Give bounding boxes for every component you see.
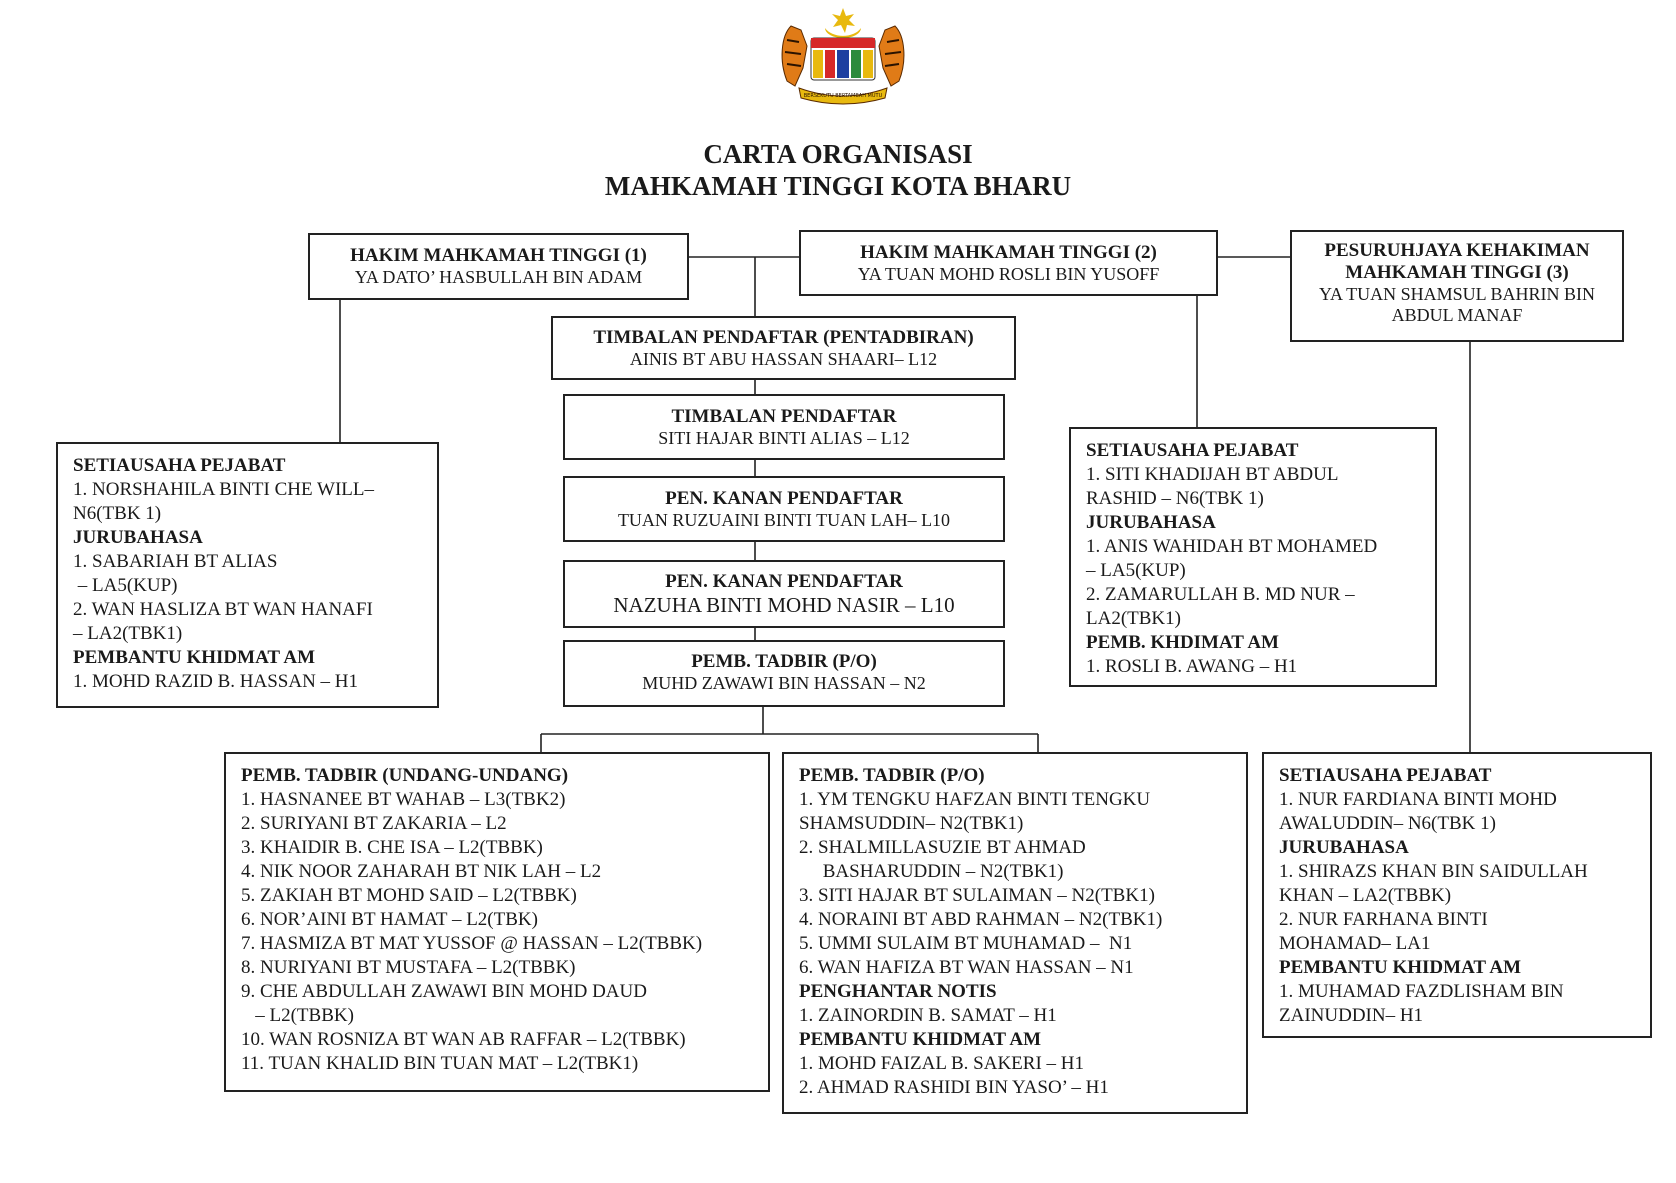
admin-legal-box (224, 752, 770, 1092)
list-item: BASHARUDDIN – N2(TBK1) (799, 861, 1064, 882)
section-heading: PEMBANTU KHIDMAT AM (73, 647, 316, 668)
list-item: 9. CHE ABDULLAH ZAWAWI BIN MOHD DAUD (241, 981, 647, 1002)
judge2-name: YA TUAN MOHD ROSLI BIN YUSOFF (857, 264, 1160, 284)
list-item: SHAMSUDDIN– N2(TBK1) (799, 813, 1024, 834)
list-item: 2. ZAMARULLAH B. MD NUR – (1086, 584, 1355, 605)
chain-box-2 (563, 394, 1005, 460)
list-item: MOHAMAD– LA1 (1279, 933, 1431, 954)
list-item: N6(TBK 1) (73, 503, 162, 524)
list-item: KHAN – LA2(TBBK) (1279, 885, 1452, 906)
list-item: 8. NURIYANI BT MUSTAFA – L2(TBBK) (241, 957, 576, 978)
list-item: 2. AHMAD RASHIDI BIN YASO’ – H1 (799, 1077, 1109, 1098)
list-item: 1. MUHAMAD FAZDLISHAM BIN (1279, 981, 1564, 1002)
chain-3-title: PEN. KANAN PENDAFTAR (665, 488, 903, 509)
chain-5-title: PEMB. TADBIR (P/O) (691, 651, 877, 672)
list-item: 1. MOHD FAIZAL B. SAKERI – H1 (799, 1053, 1084, 1074)
chart-title-line2: MAHKAMAH TINGGI KOTA BHARU (604, 171, 1072, 201)
section-heading: SETIAUSAHA PEJABAT (1086, 440, 1299, 461)
chain-4-name: NAZUHA BINTI MOHD NASIR – L10 (613, 593, 955, 617)
list-item: 2. WAN HASLIZA BT WAN HANAFI (73, 599, 373, 620)
staff-judge1-box (56, 442, 439, 708)
section-heading: PEMB. TADBIR (UNDANG-UNDANG) (241, 765, 569, 786)
commissioner-name-2: ABDUL MANAF (1391, 305, 1523, 325)
list-item: – L2(TBBK) (241, 1005, 354, 1026)
commissioner-name-1: YA TUAN SHAMSUL BAHRIN BIN (1318, 284, 1596, 304)
judge2-title: HAKIM MAHKAMAH TINGGI (2) (860, 242, 1157, 263)
list-item: – LA5(KUP) (1086, 560, 1186, 581)
list-item: LA2(TBK1) (1086, 608, 1181, 629)
chain-4-title: PEN. KANAN PENDAFTAR (665, 571, 903, 592)
section-heading: SETIAUSAHA PEJABAT (73, 455, 286, 476)
list-item: 1. NORSHAHILA BINTI CHE WILL– (73, 479, 374, 500)
judge1-name: YA DATO’ HASBULLAH BIN ADAM (354, 267, 643, 287)
list-item: 1. MOHD RAZID B. HASSAN – H1 (73, 671, 359, 692)
list-item: 3. SITI HAJAR BT SULAIMAN – N2(TBK1) (799, 885, 1155, 906)
list-item: 5. UMMI SULAIM BT MUHAMAD – N1 (799, 933, 1133, 954)
list-item: 1. ZAINORDIN B. SAMAT – H1 (799, 1005, 1057, 1026)
chain-box-3 (563, 476, 1005, 542)
section-heading: JURUBAHASA (1279, 837, 1409, 858)
chain-2-name: SITI HAJAR BINTI ALIAS – L12 (658, 428, 910, 448)
admin-po-box (782, 752, 1248, 1114)
list-item: 6. WAN HAFIZA BT WAN HASSAN – N1 (799, 957, 1134, 978)
list-item: 4. NIK NOOR ZAHARAH BT NIK LAH – L2 (241, 861, 602, 882)
list-item: 1. SHIRAZS KHAN BIN SAIDULLAH (1279, 861, 1588, 882)
chain-2-title: TIMBALAN PENDAFTAR (671, 406, 897, 427)
section-heading: JURUBAHASA (1086, 512, 1216, 533)
list-item: 5. ZAKIAH BT MOHD SAID – L2(TBBK) (241, 885, 577, 906)
list-item: 4. NORAINI BT ABD RAHMAN – N2(TBK1) (799, 909, 1163, 930)
judge1-title: HAKIM MAHKAMAH TINGGI (1) (350, 245, 647, 266)
chain-box-5 (563, 640, 1005, 707)
list-item: 3. KHAIDIR B. CHE ISA – L2(TBBK) (241, 837, 543, 858)
list-item: 1. NUR FARDIANA BINTI MOHD (1279, 789, 1557, 810)
list-item: AWALUDDIN– N6(TBK 1) (1279, 813, 1496, 834)
section-heading: JURUBAHASA (73, 527, 203, 548)
section-heading: PEMBANTU KHIDMAT AM (1279, 957, 1522, 978)
list-item: 7. HASMIZA BT MAT YUSSOF @ HASSAN – L2(TBBK) (241, 933, 703, 954)
staff-judge2-box (1069, 427, 1437, 687)
section-heading: PEMBANTU KHIDMAT AM (799, 1029, 1042, 1050)
list-item: RASHID – N6(TBK 1) (1086, 488, 1264, 509)
list-item: 2. NUR FARHANA BINTI (1279, 909, 1488, 930)
section-heading: PENGHANTAR NOTIS (799, 981, 997, 1002)
list-item: 1. YM TENGKU HAFZAN BINTI TENGKU (799, 789, 1151, 810)
chain-3-name: TUAN RUZUAINI BINTI TUAN LAH– L10 (617, 510, 951, 530)
list-item: 1. HASNANEE BT WAHAB – L3(TBK2) (241, 789, 566, 810)
chain-box-1 (551, 316, 1016, 380)
judge1-box (308, 233, 689, 300)
judge2-box (799, 230, 1218, 296)
commissioner-box (1290, 230, 1624, 342)
list-item: ZAINUDDIN– H1 (1279, 1005, 1424, 1026)
list-item: 1. ANIS WAHIDAH BT MOHAMED (1086, 536, 1378, 557)
list-item: 11. TUAN KHALID BIN TUAN MAT – L2(TBK1) (241, 1053, 639, 1074)
list-item: 2. SURIYANI BT ZAKARIA – L2 (241, 813, 507, 834)
commissioner-title-1: PESURUHJAYA KEHAKIMAN (1324, 240, 1590, 261)
list-item: 1. SABARIAH BT ALIAS (73, 551, 278, 572)
list-item: – LA5(KUP) (73, 575, 178, 596)
list-item: – LA2(TBK1) (73, 623, 183, 644)
list-item: 2. SHALMILLASUZIE BT AHMAD (799, 837, 1086, 858)
list-item: 10. WAN ROSNIZA BT WAN AB RAFFAR – L2(TBBK) (241, 1029, 686, 1050)
chain-box-4 (563, 560, 1005, 628)
list-item: 6. NOR’AINI BT HAMAT – L2(TBK) (241, 909, 538, 930)
chart-title-line1: CARTA ORGANISASI (703, 139, 973, 169)
list-item: 1. ROSLI B. AWANG – H1 (1086, 656, 1298, 677)
chain-1-name: AINIS BT ABU HASSAN SHAARI– L12 (629, 349, 938, 369)
commissioner-title-2: MAHKAMAH TINGGI (3) (1345, 262, 1569, 283)
staff-commissioner-box (1262, 752, 1652, 1038)
list-item: 1. SITI KHADIJAH BT ABDUL (1086, 464, 1339, 485)
section-heading: PEMB. KHDIMAT AM (1086, 632, 1279, 653)
chain-1-title: TIMBALAN PENDAFTAR (PENTADBIRAN) (593, 327, 974, 348)
chain-5-name: MUHD ZAWAWI BIN HASSAN – N2 (642, 673, 926, 693)
scroll-text: BERSEKUTU BERTAMBAH MUTU (803, 93, 883, 99)
section-heading: SETIAUSAHA PEJABAT (1279, 765, 1492, 786)
section-heading: PEMB. TADBIR (P/O) (799, 765, 985, 786)
